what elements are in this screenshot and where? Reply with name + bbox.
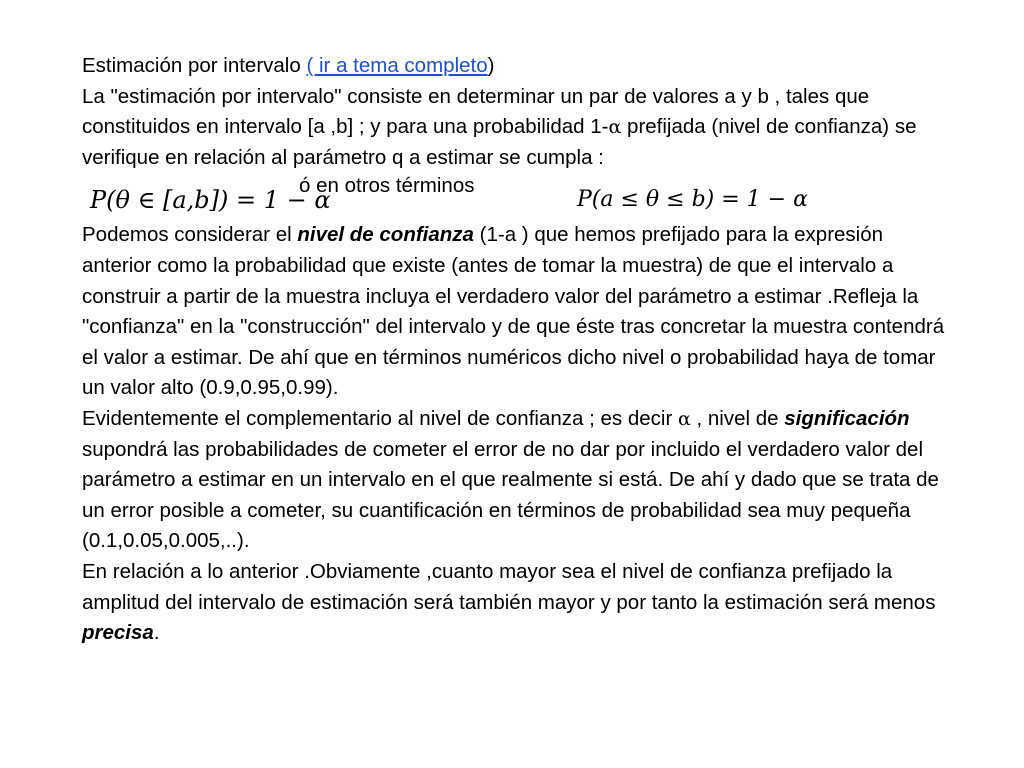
paragraph-text: En relación a lo anterior .Obviamente ,cuanto mayor sea el nivel de confianza prefijado la amplitud del intervalo de estimación será también mayor y por tanto la estimación será menos [82,559,936,614]
paragraph-significance [82,404,952,557]
paragraph-precision [82,557,952,649]
heading-suffix: ) [487,54,495,77]
paragraph-text: La "estimación por intervalo" consiste en determinar un par de valores a y b , tales que constituidos en intervalo [a ,b] ; y para una probabilidad 1- [82,84,870,139]
emphasis-confidence-level: nivel de confianza [297,223,474,247]
paragraph-text: Podemos considerar el [82,223,298,247]
paragraph-text: supondrá las probabilidades de cometer el error de no dar por incluido el verdadero valor del parámetro a estimar en un intervalo en el que realmente si está. De ahí y dado que se trata de un error posible a cometer, su cuantificación en términos de probabilidad sea muy pequeña (0.1,0.05,0.005,..). [82,437,939,553]
paragraph-text: . [153,621,160,645]
paragraph-confidence [82,220,952,404]
formula-connector-text: ó en otros términos [299,174,475,198]
slide-content [82,51,952,649]
emphasis-precision: precisa [82,621,154,645]
paragraph-text: (1-a ) que hemos prefijado para la expresión anterior como la probabilidad que existe (antes de tomar la muestra) de que el intervalo a construir a partir de la muestra incluya el verdadero valor del parámetro a estimar .Refleja la "confianza" en la "construcción" del intervalo y de que éste tras concretar la muestra contendrá el valor a estimar. De ahí que en términos numéricos dicho nivel o probabilidad haya de tomar un valor alto (0.9,0.95,0.99). [82,223,945,400]
formula-row [82,173,952,220]
paragraph-text: prefijada (nivel de confianza) se verifique en relación al parámetro q a estimar se cumpla : [82,115,917,169]
formula-interval-membership: P(θ ∈ [a,b]) = 1 − α [90,186,331,215]
formula-interval-inequality: P(a ≤ θ ≤ b) = 1 − α [577,187,808,213]
paragraph-text: Evidentemente el complementario al nivel de confianza ; es decir [82,406,678,430]
paragraph-text: , nivel de [690,406,785,430]
emphasis-significance: significación [784,406,910,430]
alpha-symbol: α [677,407,691,430]
full-topic-link[interactable]: ( ir a tema completo [306,54,488,77]
paragraph-definition [82,82,952,174]
alpha-symbol: α [608,116,622,139]
heading-line [82,51,952,82]
heading-text: Estimación por intervalo [82,54,307,77]
